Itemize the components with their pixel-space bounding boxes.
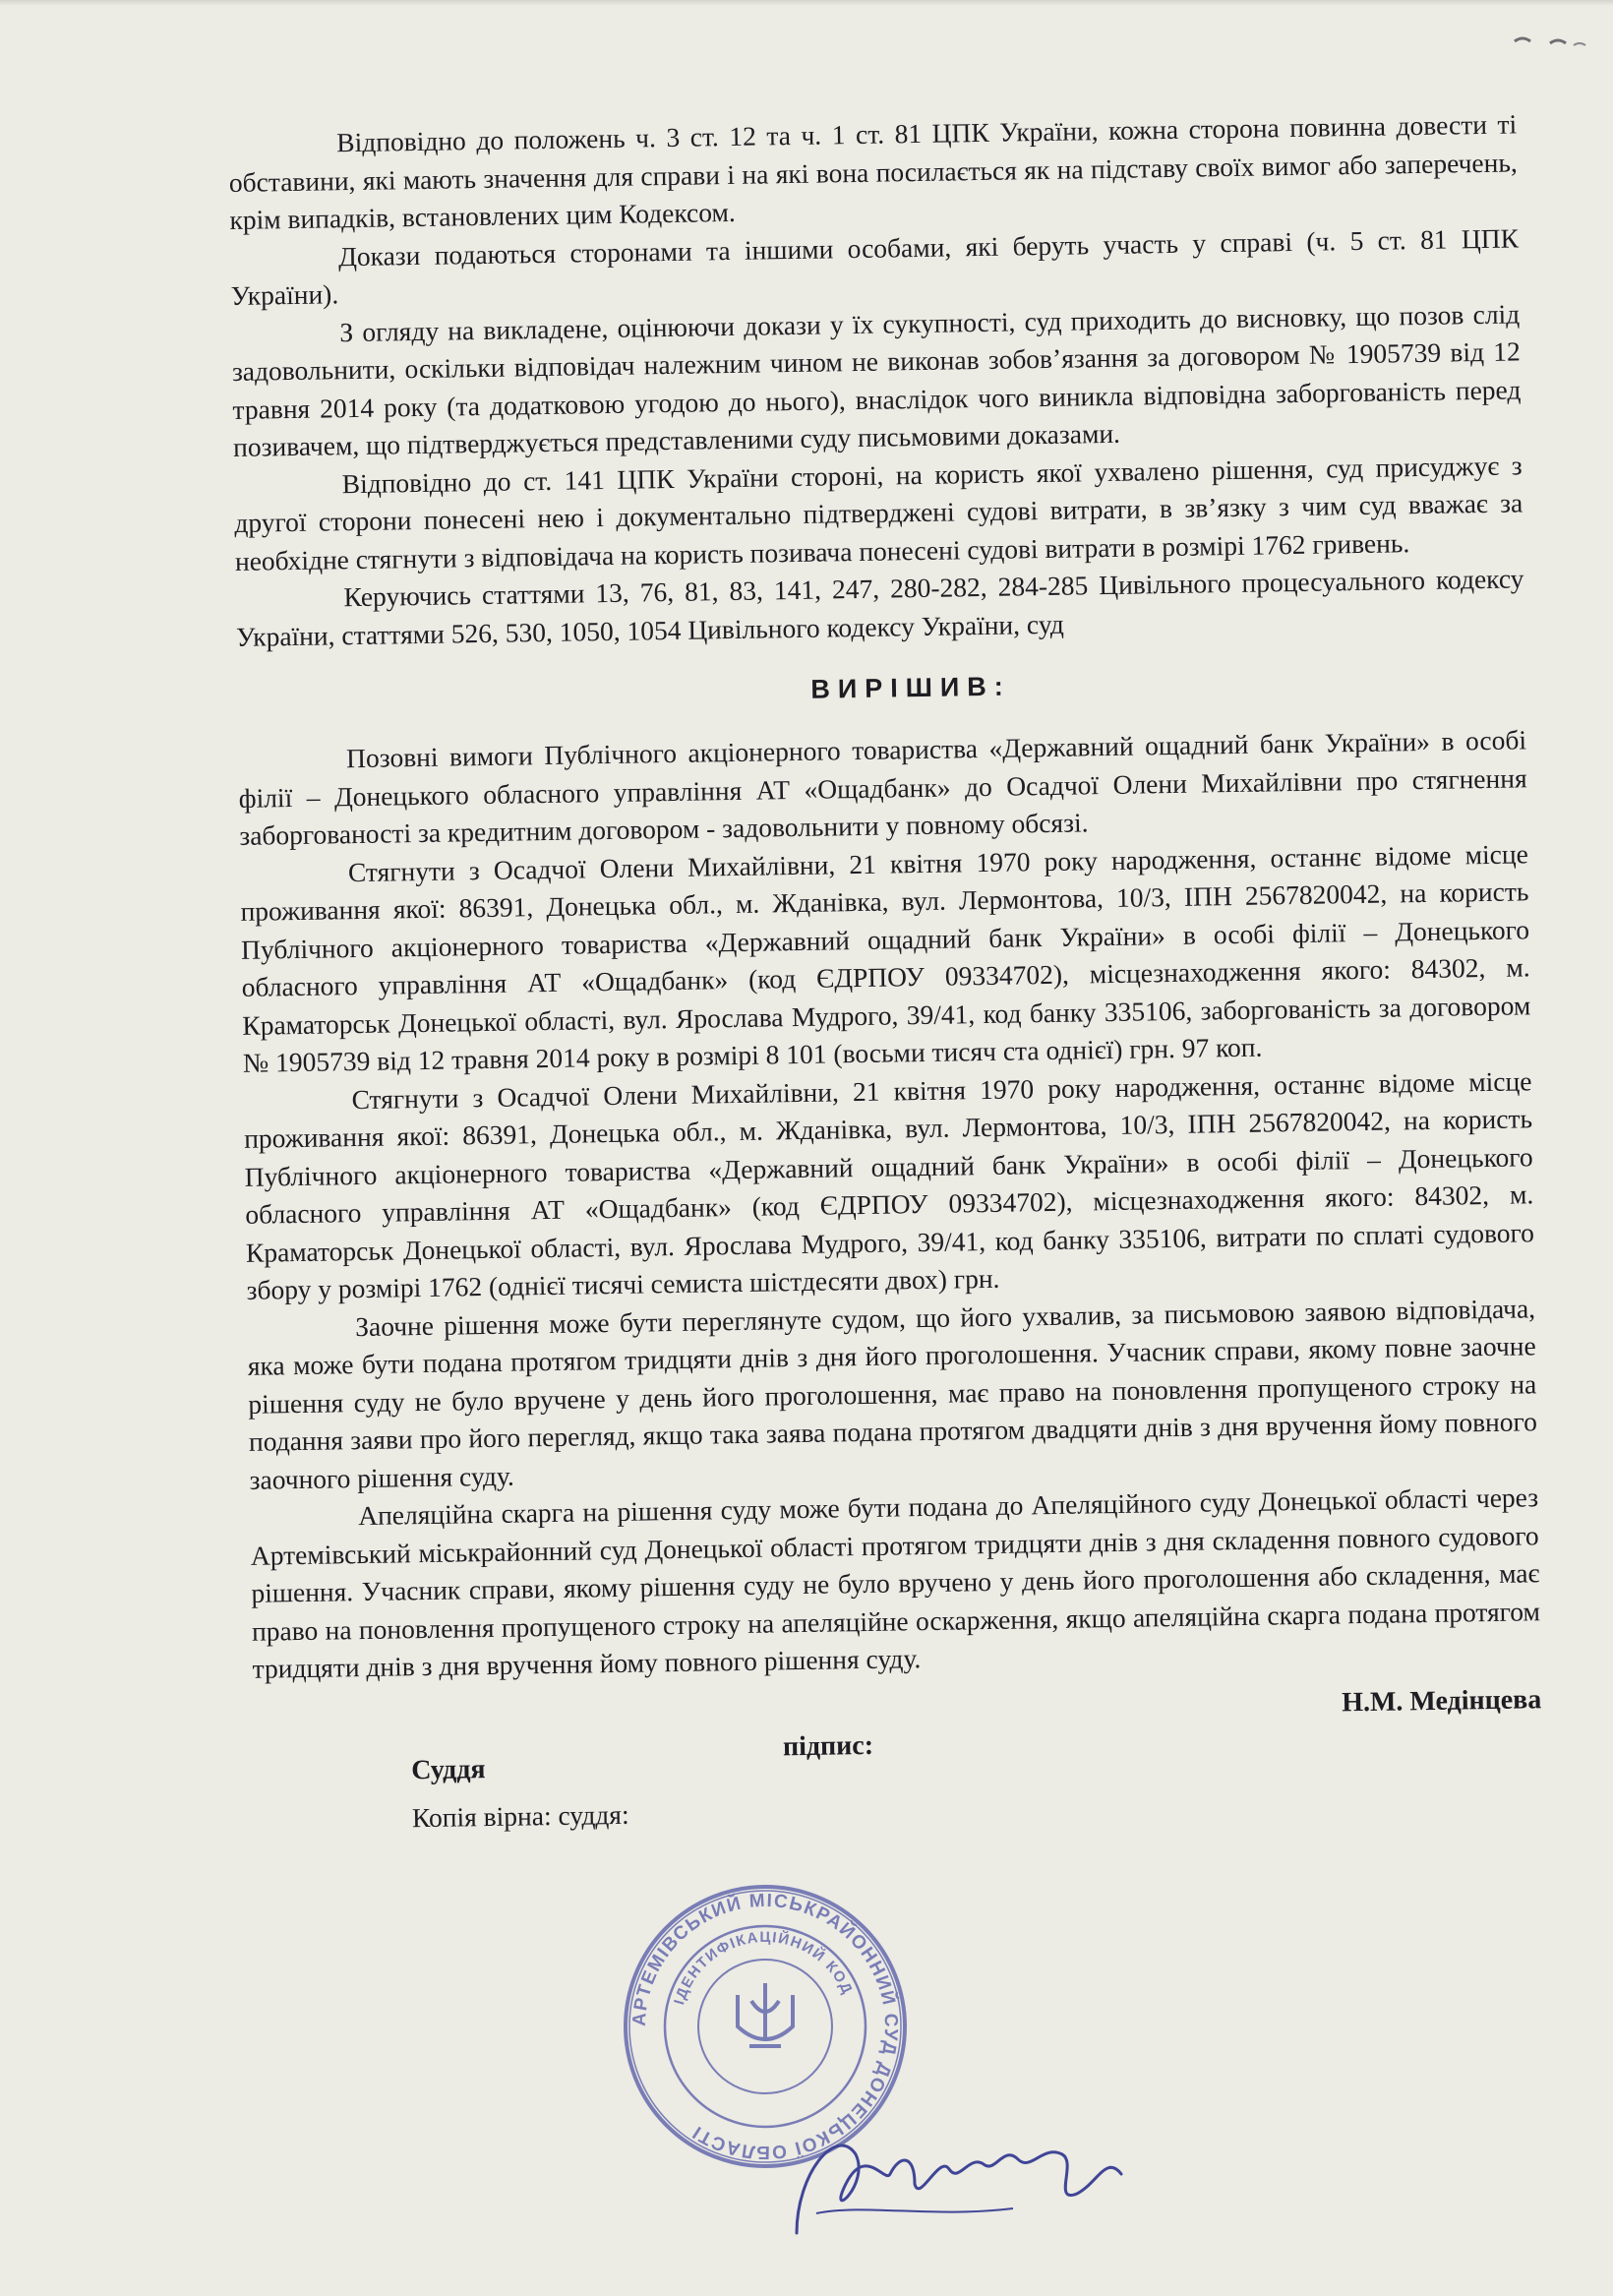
paragraph-evidence-burden: Відповідно до положень ч. 3 ст. 12 та ч. 1 ст. 81 ЦПК України, кожна сторона повинна довести ті обставини, які мають значення для справи і на які вона посилається як на підставу своїх вимог або заперечень, крім випадків, встановлених цим Кодексом.: [228, 108, 1518, 235]
paragraph-default-judgment-review: Заочне рішення може бути переглянуте судом, що його ухвалив, за письмовою заявою відповідача, яка може бути подана протягом тридцяти днів з дня його проголошення. Учасник справи, якому повне заочне рішення суду не було вручене у день його проголошення, має право на поновлення пропущеного строку на подання заяви про його перегляд, якщо така заява подана протягом двадцяти днів з дня вручення йому повного заочного рішення суду.: [247, 1292, 1538, 1495]
seal-inner-text: ІДЕНТИФІКАЦІЙНИЙ КОД: [671, 1928, 857, 2007]
copy-certified-label: Копія вірна: суддя:: [411, 1798, 629, 1833]
paragraph-debt-recovery: Стягнути з Осадчої Олени Михайлівни, 21 квітня 1970 року народження, останнє відоме місце проживання якої: 86391, Донецька обл., м. Жданівка, вул. Лермонтова, 10/3, ІПН 2567820042, на користь Публічного акціонерного товариства «Державний ощадний банк України» в особі філії – Донецького обласного управління АТ «Ощадбанк» (код ЄДРПОУ 09334702), місцезнаходження якого: 84302, м. Краматорськ Донецької області, вул. Ярослава Мудрого, 39/41, код банку 335106, заборгованість за договором № 1905739 від 12 травня 2014 року в розмірі 8 101 (восьми тисяч ста однієї) грн. 97 коп.: [240, 837, 1531, 1078]
trident-emblem-icon: [738, 1983, 793, 2046]
signature-block: [253, 1678, 1544, 1886]
paragraph-court-costs: Відповідно до ст. 141 ЦПК України стороні, на користь якої ухвалено рішення, суд присуджує з другої сторони понесені нею і документально підтверджені судові витрати, в зв’язку з чим суд вважає за необхідне стягнути з відповідача на користь позивача понесені судові витрати в розмірі 1762 гривень.: [234, 449, 1523, 576]
signature-label: підпис:: [782, 1729, 874, 1762]
paragraph-legal-basis: Керуючись статтями 13, 76, 81, 83, 141, 247, 280-282, 284-285 Цивільного процесуального кодексу України, статтями 526, 530, 1050, 1054 Цивільного кодексу України, суд: [235, 563, 1524, 652]
scan-corner-marks: [1505, 30, 1593, 69]
judge-handwritten-signature: [777, 2115, 1131, 2253]
document-page: [228, 105, 1544, 1885]
paragraph-appeal-procedure: Апеляційна скарга на рішення суду може бути подана до Апеляційного суду Донецької області через Артемівський міськрайонний суд Донецької області протягом тридцяти днів з дня складення повного судового рішення. Учасник справи, якому рішення суду не було вручено у день його проголошення або складення, має право на поновлення пропущеного строку на апеляційне оскарження, якщо апеляційна скарга подана протягом тридцяти днів з дня вручення йому повного рішення суду.: [250, 1481, 1541, 1684]
paragraph-claim-granted: Позовні вимоги Публічного акціонерного товариства «Державний ощадний банк України» в особі філії – Донецького обласного управління АТ «Ощадбанк» до Осадчої Олени Михайлівни про стягнення заборгованості за кредитним договором - задовольнити у повному обсязі.: [238, 724, 1527, 851]
seal-outer-text: АРТЕМІВСЬКИЙ МІСЬКРАЙОННИЙ СУД ДОНЕЦЬКОЇ ОБЛАСТІ: [628, 1890, 902, 2163]
paragraph-fee-recovery: Стягнути з Осадчої Олени Михайлівни, 21 квітня 1970 року народження, останнє відоме місце проживання якої: 86391, Донецька обл., м. Жданівка, вул. Лермонтова, 10/3, ІПН 2567820042, на користь Публічного акціонерного товариства «Державний ощадний банк України» в особі філії – Донецького обласного управління АТ «Ощадбанк» (код ЄДРПОУ 09334702), місцезнаходження якого: 84302, м. Краматорськ Донецької області, вул. Ярослава Мудрого, 39/41, код банку 335106, витрати по сплаті судового збору у розмірі 1762 (однієї тисячі семиста шістдесяти двох) грн.: [243, 1064, 1535, 1305]
judge-name: Н.М. Медінцева: [1341, 1683, 1542, 1718]
judge-label: Суддя: [411, 1753, 486, 1785]
decision-heading: ВИРІШИВ:: [810, 671, 1011, 704]
paragraph-court-conclusion: З огляду на викладене, оцінюючи докази у їх сукупності, суд приходить до висновку, що позов слід задовольнити, оскільки відповідач належним чином не виконав зобов’язання за договором № 1905739 від 12 травня 2014 року (та додатковою угодою до нього), внаслідок чого виникла відповідна заборгованість перед позивачем, що підтверджується представленими суду письмовими доказами.: [231, 297, 1522, 462]
scan-edge: [0, 0, 1613, 6]
paragraph-evidence-submission: Докази подаються сторонами та іншими особами, які беруть участь у справі (ч. 5 ст. 81 ЦПК України).: [230, 221, 1520, 311]
